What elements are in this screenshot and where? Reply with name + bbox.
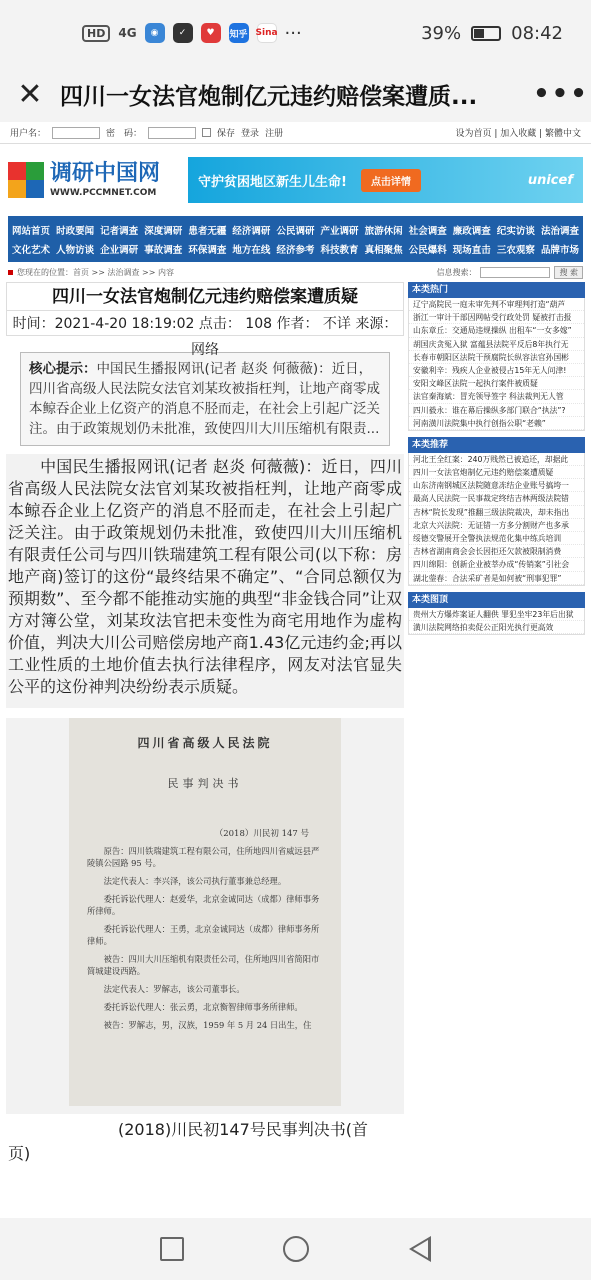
nav-item[interactable]: 现场直击	[452, 244, 491, 256]
rec-box	[408, 437, 585, 586]
bullet-icon	[8, 270, 13, 275]
list-item[interactable]: 潢川法院网络拍卖促公正阳光执行更高效	[409, 621, 584, 634]
close-icon[interactable]: ✕	[17, 76, 43, 112]
search-label: 信息搜索：	[436, 267, 477, 277]
list-item[interactable]: 辽宁高院民一庭未审先判不审理判打造“葫芦	[409, 298, 584, 311]
list-item[interactable]: 吉林省湖南商会会长因拒还欠款被限制消费	[409, 545, 584, 558]
status-bar	[0, 0, 591, 66]
logo-url: WWW.PCCMNET.COM	[50, 187, 157, 198]
list-item[interactable]: 绥德交警展开全警执法规范化集中练兵培训	[409, 532, 584, 545]
triangle-back-icon[interactable]	[409, 1236, 431, 1262]
summary-label: 核心提示：	[29, 361, 97, 377]
nav-item[interactable]: 品牌市场	[540, 244, 579, 256]
site-search	[436, 266, 583, 279]
site-logo[interactable]	[8, 162, 188, 198]
save-label: 保存	[217, 129, 236, 139]
article-body	[6, 454, 404, 708]
logo-mark-icon	[8, 162, 44, 198]
rec-title: 本类推荐	[408, 437, 585, 453]
rec-list	[408, 453, 585, 586]
focus-title: 本类图顶	[408, 592, 585, 608]
nav-item[interactable]: 旅游休闲	[364, 225, 403, 237]
username-input[interactable]	[52, 127, 100, 139]
system-nav-bar	[0, 1218, 591, 1280]
doc-line: 被告：四川大川压缩机有限责任公司，住所地四川省简阳市简城建设西路。	[87, 954, 320, 976]
doc-court: 四川省高级人民法院	[137, 736, 273, 750]
nav-item[interactable]: 深度调研	[144, 225, 183, 237]
article-column	[6, 282, 404, 1166]
list-item[interactable]: 山东济南钢城区法院随意冻结企业账号搞垮一	[409, 479, 584, 492]
square-icon[interactable]	[160, 1237, 184, 1261]
caption-line-1: (2018)川民初147号民事判决书(首	[118, 1120, 368, 1139]
article-body-text: 中国民生播报网讯(记者 赵炎 何薇薇)：近日，四川省高级人民法院女法官刘某玫被指枉判，让地产商零成本鲸吞企业上亿资产的消息不胫而走，在社会上引起广泛关注。由于政策规划仍未批准，致使四川大川压缩机有限责任公司与四川铁瑞建筑工程有限公司(以下称：房地产商)签订的这份“最终结果不确定”、“合同总额仅为预期数”、至今都不能推动实施的典型“非金钱合同”让双方对簿公堂，刘某玫法官把未变性为商宅用地作为虚构价值，判决大川公司赔偿房地产商1.43亿元违约金;再以工业性质的土地价值去执行法律程序，网友对法官显失公平的这份神判决纷纷表示质疑。	[8, 457, 402, 696]
search-input[interactable]	[480, 267, 550, 278]
image-caption	[6, 1114, 404, 1166]
site-header	[0, 144, 591, 216]
nav-item[interactable]: 文化艺术	[12, 244, 51, 256]
hd-badge: HD	[82, 25, 110, 42]
nav-item[interactable]: 法治调查	[540, 225, 579, 237]
focus-box	[408, 592, 585, 635]
list-item[interactable]: 胡国庆贪冤入狱 富蕴县法院平反后8年执行无	[409, 338, 584, 351]
judgment-document	[69, 718, 341, 1106]
breadcrumb-bar	[0, 262, 591, 282]
nav-item[interactable]: 经济参考	[276, 244, 315, 256]
login-button[interactable]: 登录	[241, 129, 260, 139]
more-notifications-icon: ···	[284, 22, 302, 44]
doc-type: 民事判决书	[167, 777, 243, 790]
list-item[interactable]: 河南潢川法院集中执行创指公职“老赖”	[409, 417, 584, 430]
status-right	[421, 23, 563, 44]
article-title: 四川一女法官炮制亿元违约赔偿案遭质疑	[6, 282, 404, 310]
doc-line: 被告：罗解志，男，汉族，1959 年 5 月 24 日出生，住	[103, 1020, 312, 1030]
list-item[interactable]: 河北王全红案：240万贱然已被追还，却据此	[409, 453, 584, 466]
list-item[interactable]: 湖北蓥春：合法采矿者是如何被“刑事犯罪”	[409, 572, 584, 585]
password-input[interactable]	[148, 127, 196, 139]
doc-line: 法定代表人：李兴泽，该公司执行董事兼总经理。	[103, 876, 287, 886]
list-item[interactable]: 浙江一审计干部因网帖受行政处罚 疑被打击报	[409, 311, 584, 324]
list-item[interactable]: 安阳文峰区法院一起执行案件被质疑	[409, 377, 584, 390]
nav-item[interactable]: 企业调研	[100, 244, 139, 256]
summary-text: 中国民生播报网讯(记者 赵炎 何薇薇)：近日，四川省高级人民法院女法官刘某玫被指枉判，让地产商零成本鲸吞企业上亿资产的消息不胫而走，在社会上引起广泛关注。由于政策规划仍未批准，致使四川大川压缩机有限责...	[29, 361, 380, 437]
clock: 08:42	[511, 22, 563, 44]
doc-line: 委托诉讼代理人：赵爱华，北京金诚同达（成都）律师事务所律师。	[87, 894, 320, 916]
nav-item[interactable]: 真相聚焦	[364, 244, 403, 256]
banner-text: 守护贫困地区新生儿生命!	[198, 174, 347, 190]
sidebar	[408, 282, 585, 1166]
article-meta: 时间：2021-4-20 18:19:02 点击： 108 作者： 不详 来源： 网络	[6, 310, 404, 336]
webview[interactable]	[0, 122, 591, 1218]
nav-item[interactable]: 患者无疆	[188, 225, 227, 237]
list-item[interactable]: 吉林“院长发现”推翻三级法院裁决，却未指出	[409, 506, 584, 519]
title-bar	[0, 66, 591, 122]
store-app-icon: ♥	[201, 23, 221, 43]
focus-list	[408, 608, 585, 635]
doc-lines	[87, 845, 323, 1031]
login-bar	[0, 122, 591, 144]
content-columns	[0, 282, 591, 1166]
header-links[interactable]: 设为首页 | 加入收藏 | 繁體中文	[455, 129, 581, 139]
page-title: 四川一女法官炮制亿元违约赔偿案遭质...	[60, 83, 478, 110]
shield-app-icon: ✓	[173, 23, 193, 43]
battery-icon	[471, 26, 501, 41]
ad-banner[interactable]	[188, 157, 583, 203]
zhihu-app-icon: 知乎	[229, 23, 249, 43]
nav-item[interactable]: 产业调研	[320, 225, 359, 237]
nav-item[interactable]: 网站首页	[12, 225, 51, 237]
doc-line: 委托诉讼代理人：张云勇，北京衡智律师事务所律师。	[103, 1002, 303, 1012]
nav-item[interactable]: 科技教育	[320, 244, 359, 256]
save-checkbox[interactable]	[202, 128, 211, 137]
hot-title: 本类热门	[408, 282, 585, 298]
hot-box	[408, 282, 585, 431]
register-button[interactable]: 注册	[265, 129, 284, 139]
list-item[interactable]: 四川一女法官炮制亿元违约赔偿案遭质疑	[409, 466, 584, 479]
battery-percent: 39%	[421, 22, 462, 44]
logo-text: 调研中国网	[50, 160, 161, 186]
sina-app-icon: Sina	[257, 23, 277, 43]
doc-line: 法定代表人：罗解志，该公司董事长。	[103, 984, 245, 994]
banner-button[interactable]: 点击详情	[361, 169, 421, 192]
nav-item[interactable]: 时政要闻	[56, 225, 95, 237]
nav-item[interactable]: 社会调查	[408, 225, 447, 237]
nav-item[interactable]: 地方在线	[232, 244, 271, 256]
list-item[interactable]: 四川绵阳：创新企业被莘办成“传销案”引社会	[409, 558, 584, 571]
nav-item[interactable]: 纪实访谈	[496, 225, 535, 237]
nav-item[interactable]: 经济调研	[232, 225, 271, 237]
signal-icon: 4G	[118, 26, 137, 40]
browser-app-icon: ◉	[145, 23, 165, 43]
status-left	[82, 23, 421, 44]
username-label: 用户名：	[10, 129, 47, 139]
list-item[interactable]: 北京大兴法院：无证错一方多分割财产也多承	[409, 519, 584, 532]
list-item[interactable]: 最高人民法院一民事裁定终结吉林两级法院错	[409, 492, 584, 505]
list-item[interactable]: 贵州大方爆炸案证人翻供 罪犯坐牢23年后出狱	[409, 608, 584, 621]
doc-line: 原告：四川铁瑞建筑工程有限公司，住所地四川省威远县严陵镇公园路 95 号。	[87, 846, 320, 868]
nav-item[interactable]: 廉政调查	[452, 225, 491, 237]
nav-item[interactable]: 公民调研	[276, 225, 315, 237]
document-image[interactable]	[6, 718, 404, 1114]
nav-row-1	[12, 220, 579, 239]
nav-item[interactable]: 记者调查	[100, 225, 139, 237]
nav-item[interactable]: 公民爆料	[408, 244, 447, 256]
nav-item[interactable]: 环保调查	[188, 244, 227, 256]
search-button[interactable]: 搜 索	[554, 266, 583, 279]
caption-line-2: 页)	[8, 1144, 31, 1163]
site-nav	[8, 216, 583, 262]
nav-row-2	[12, 239, 579, 258]
list-item[interactable]: 四川毅永：谁在幕后操纵多部门联合“执法”?	[409, 404, 584, 417]
list-item[interactable]: 法官秦海斌：冒充领导签字 科法裁判无人管	[409, 390, 584, 403]
unicef-logo: unicef	[527, 172, 573, 188]
password-label: 密 码：	[106, 129, 143, 139]
more-icon[interactable]: •••	[533, 79, 589, 109]
article-summary	[20, 352, 390, 446]
nav-item[interactable]: 人物访谈	[56, 244, 95, 256]
nav-item[interactable]: 事故调查	[144, 244, 183, 256]
doc-line: 委托诉讼代理人：王勇，北京金诚同达（成都）律师事务所律师。	[87, 924, 320, 946]
circle-icon[interactable]	[283, 1236, 309, 1262]
doc-case-no: （2018）川民初 147 号	[214, 829, 309, 839]
nav-item[interactable]: 三农观察	[496, 244, 535, 256]
list-item[interactable]: 长春市朝阳区法院干预腐院长纵容法官孙国彬	[409, 351, 584, 364]
list-item[interactable]: 山东章丘：交通局违规操纵 出租车“一女多嫁”	[409, 324, 584, 337]
hot-list	[408, 298, 585, 431]
list-item[interactable]: 安徽利辛：残疾人企业被侵占15年无人问津!	[409, 364, 584, 377]
breadcrumb[interactable]: 您现在的位置：首页 >> 法治调查 >> 内容	[17, 267, 174, 277]
